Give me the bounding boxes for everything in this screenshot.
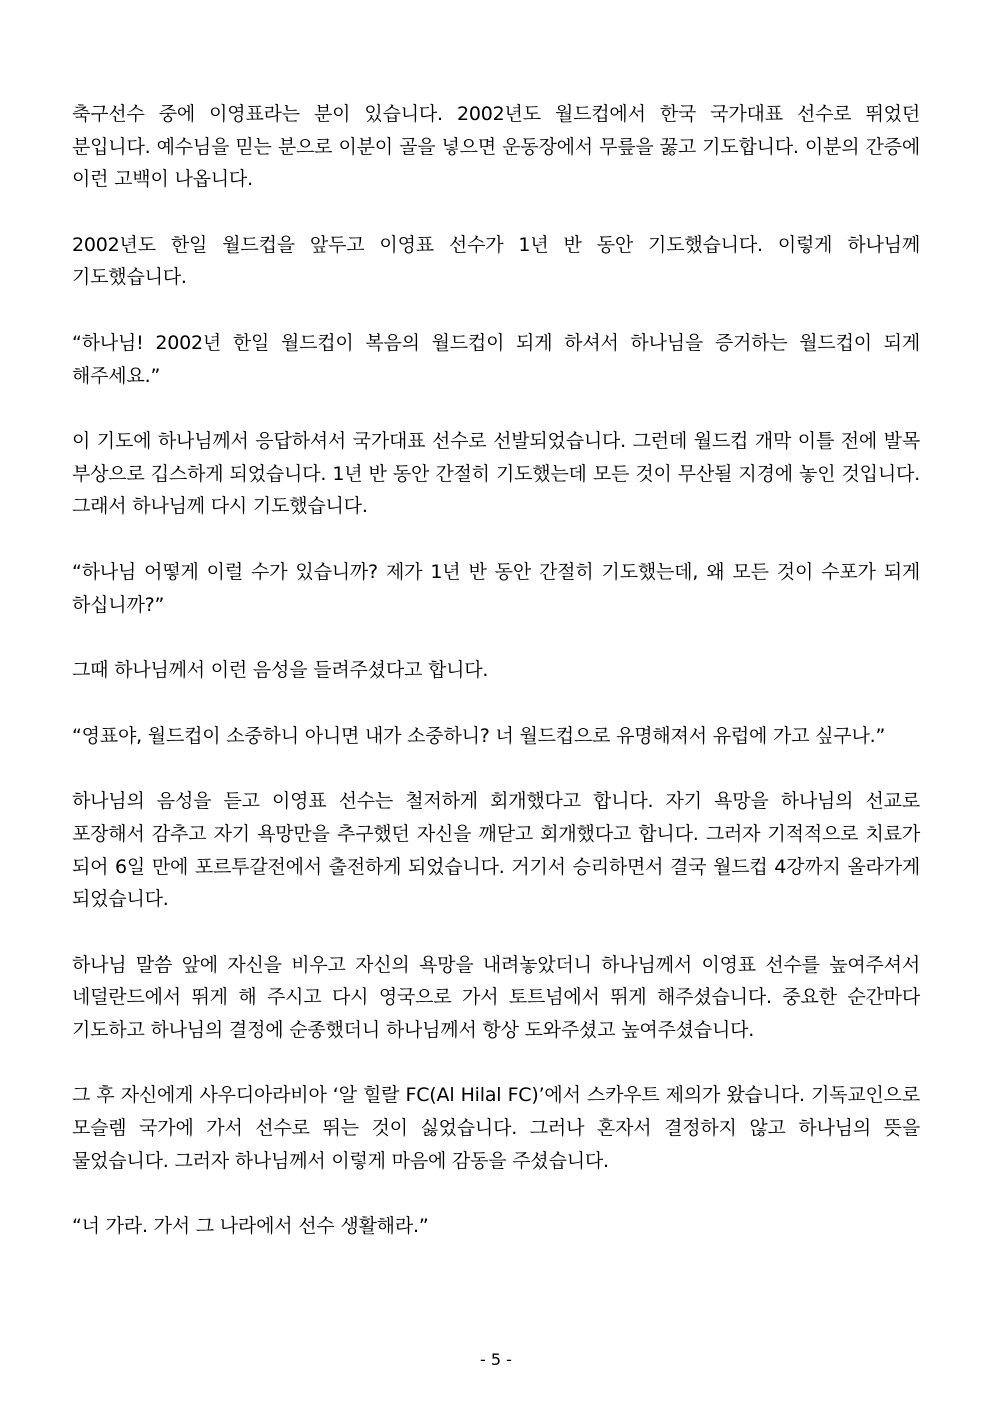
paragraph: 축구선수 중에 이영표라는 분이 있습니다. 2002년도 월드컵에서 한국 국가대표 선수로 뛰었던 분입니다. 예수님을 믿는 분으로 이분이 골을 넣으면 운동장에서 무릎을 꿇고 기도합니다. 이분의 간증에 이런 고백이 나옵니다. [72,103,920,191]
paragraph: 그 후 자신에게 사우디아라비아 ‘알 힐랄 FC(Al Hilal FC)’에서 스카우트 제의가 왔습니다. 기독교인으로 모슬렘 국가에 가서 선수로 뛰는 것이 싫었습니다. 그러나 혼자서 결정하지 않고 하나님의 뜻을 물었습니다. 그러자 하나님께서 이렇게 마음에 감동을 주셨습니다. [72,1084,920,1172]
paragraph: 하나님의 음성을 듣고 이영표 선수는 철저하게 회개했다고 합니다. 자기 욕망을 하나님의 선교로 포장해서 감추고 자기 욕망만을 추구했던 자신을 깨닫고 회개했다고 합니다. 그러자 기적적으로 치료가 되어 6일 만에 포르투갈전에서 출전하게 되었습니다. 거기서 승리하면서 결국 월드컵 4강까지 올라가게 되었습니다. [72,790,920,911]
page-number: - 5 - [480,1350,512,1369]
paragraph: “하나님! 2002년 한일 월드컵이 복음의 월드컵이 되게 하셔서 하나님을 증거하는 월드컵이 되게 해주세요.” [72,331,920,387]
paragraph: “영표야, 월드컵이 소중하니 아니면 내가 소중하니? 너 월드컵으로 유명해져서 유럽에 가고 싶구나.” [72,724,886,747]
paragraph: 2002년도 한일 월드컵을 앞두고 이영표 선수가 1년 반 동안 기도했습니다. 이렇게 하나님께 기도했습니다. [72,233,920,289]
paragraph: “하나님 어떻게 이럴 수가 있습니까? 제가 1년 반 동안 간절히 기도했는데, 왜 모든 것이 수포가 되게 하십니까?” [72,560,920,616]
paragraph: 그때 하나님께서 이런 음성을 들려주셨다고 합니다. [72,659,489,682]
paragraph: 이 기도에 하나님께서 응답하셔서 국가대표 선수로 선발되었습니다. 그런데 월드컵 개막 이틀 전에 발목 부상으로 깁스하게 되었습니다. 1년 반 동안 간절히 기도했는데 모든 것이 무산될 지경에 놓인 것입니다. 그래서 하나님께 다시 기도했습니다. [72,430,920,518]
document-body [72,98,920,1276]
paragraph: 하나님 말씀 앞에 자신을 비우고 자신의 욕망을 내려놓았더니 하나님께서 이영표 선수를 높여주셔서 네덜란드에서 뛰게 해 주시고 다시 영국으로 가서 토트넘에서 뛰게 해주셨습니다. 중요한 순간마다 기도하고 하나님의 결정에 순종했더니 하나님께서 항상 도와주셨고 높여주셨습니다. [72,953,920,1041]
paragraph: “너 가라. 가서 그 나라에서 선수 생활해라.” [72,1215,429,1238]
